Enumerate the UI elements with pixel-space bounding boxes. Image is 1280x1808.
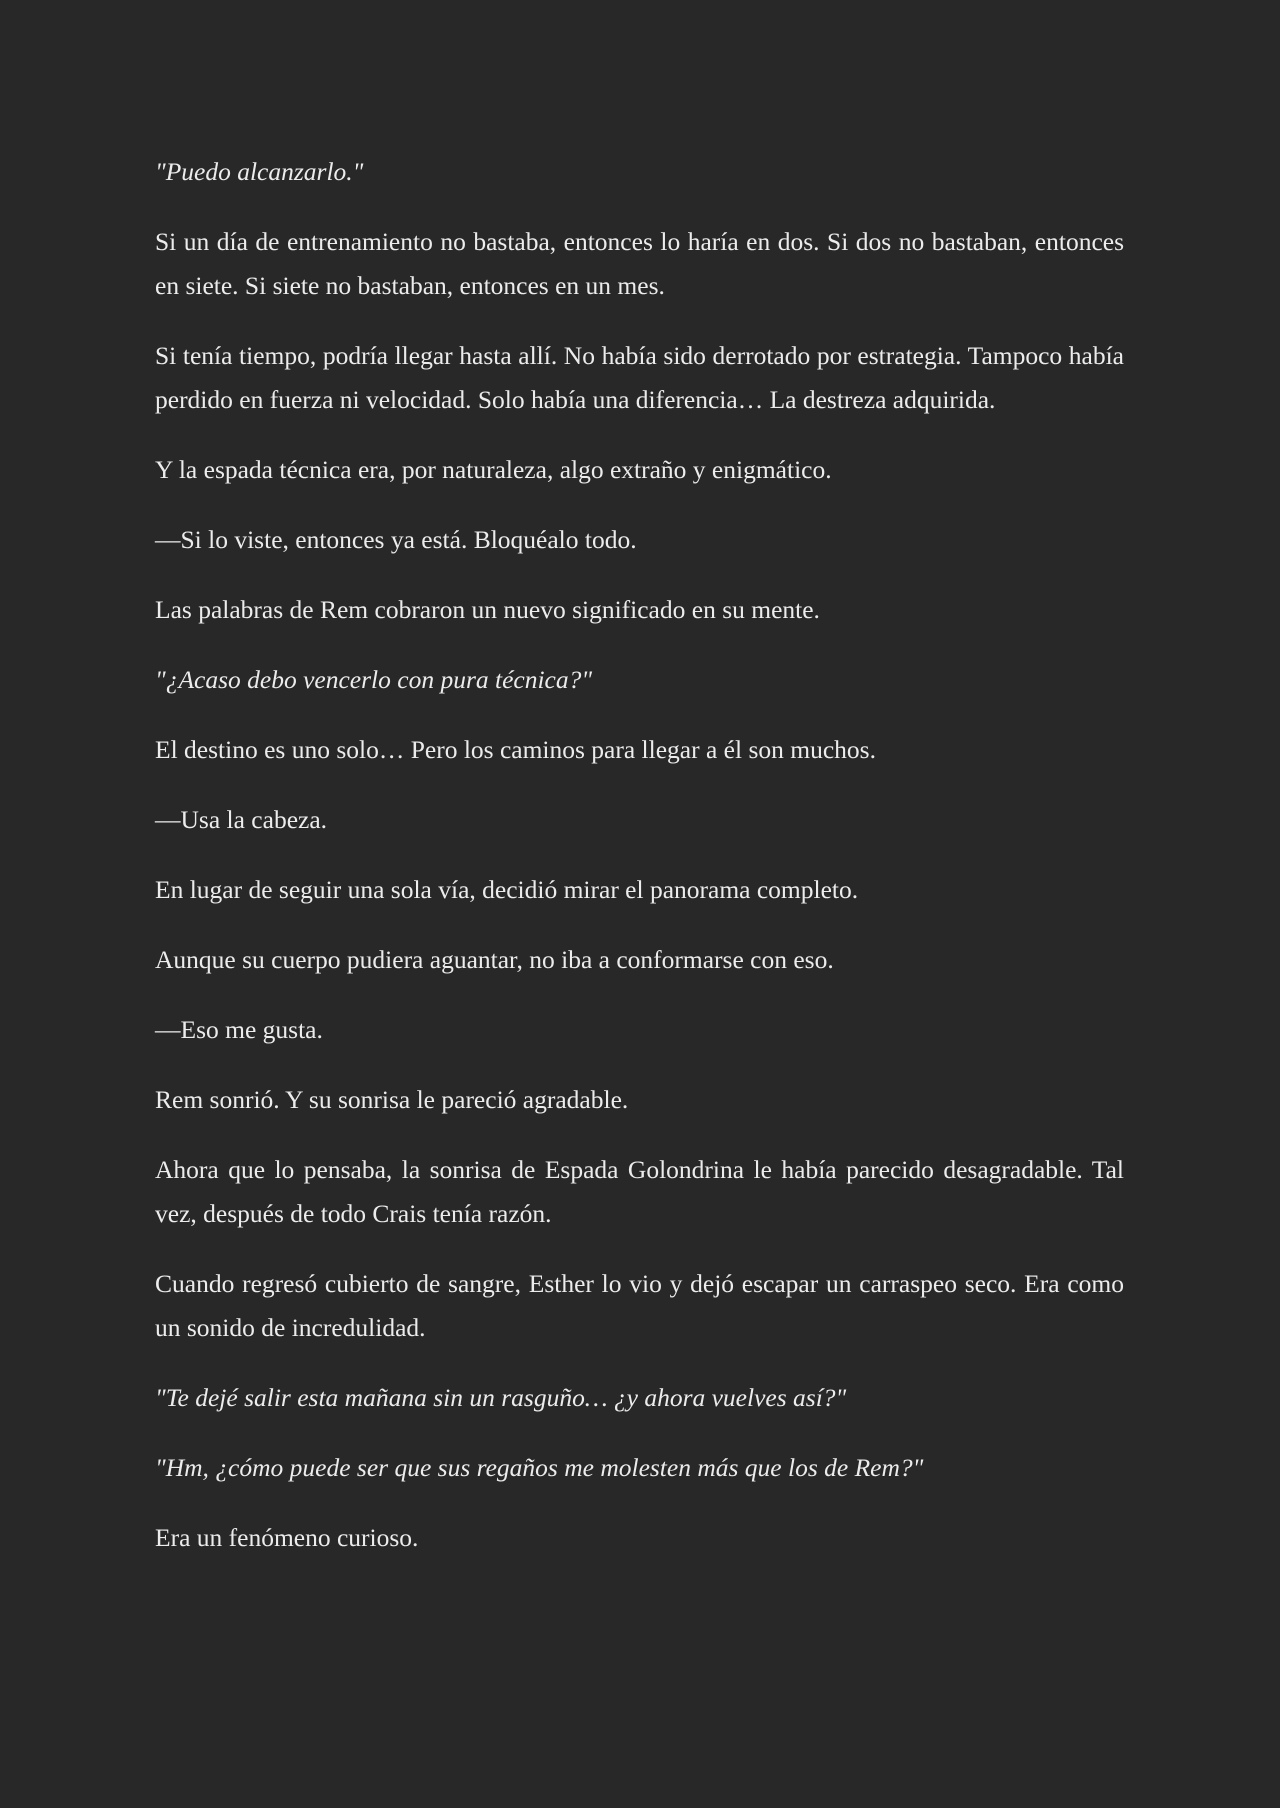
paragraph-2: Si un día de entrenamiento no bastaba, entonces lo haría en dos. Si dos no bastaban, entonces en siete. Si siete no bastaban, entonces en un mes. (155, 227, 1124, 300)
paragraph-thought-16: "Te dejé salir esta mañana sin un rasguño… ¿y ahora vuelves así?" (155, 1383, 847, 1412)
paragraph-18: Era un fenómeno curioso. (155, 1523, 419, 1552)
paragraph-thought-17: "Hm, ¿cómo puede ser que sus regaños me molesten más que los de Rem?" (155, 1453, 924, 1482)
paragraph-8: El destino es uno solo… Pero los caminos para llegar a él son muchos. (155, 735, 876, 764)
paragraph-dialogue-12: —Eso me gusta. (155, 1015, 323, 1044)
paragraph-4: Y la espada técnica era, por naturaleza, algo extraño y enigmático. (155, 455, 832, 484)
paragraph-10: En lugar de seguir una sola vía, decidió mirar el panorama completo. (155, 875, 859, 904)
paragraph-thought-1: "Puedo alcanzarlo." (155, 157, 364, 186)
paragraph-11: Aunque su cuerpo pudiera aguantar, no iba a conformarse con eso. (155, 945, 834, 974)
paragraph-6: Las palabras de Rem cobraron un nuevo significado en su mente. (155, 595, 820, 624)
paragraph-14: Ahora que lo pensaba, la sonrisa de Espada Golondrina le había parecido desagradable. Tal vez, después de todo Crais tenía razón. (155, 1155, 1124, 1228)
paragraph-15: Cuando regresó cubierto de sangre, Esther lo vio y dejó escapar un carraspeo seco. Era como un sonido de incredulidad. (155, 1269, 1124, 1342)
paragraph-dialogue-5: —Si lo viste, entonces ya está. Bloquéalo todo. (155, 525, 637, 554)
paragraph-3: Si tenía tiempo, podría llegar hasta allí. No había sido derrotado por estrategia. Tampoco había perdido en fuerza ni velocidad. Solo había una diferencia… La destreza adquirida. (155, 341, 1124, 414)
paragraph-13: Rem sonrió. Y su sonrisa le pareció agradable. (155, 1085, 629, 1114)
paragraph-thought-7: "¿Acaso debo vencerlo con pura técnica?" (155, 665, 593, 694)
paragraph-dialogue-9: —Usa la cabeza. (155, 805, 328, 834)
